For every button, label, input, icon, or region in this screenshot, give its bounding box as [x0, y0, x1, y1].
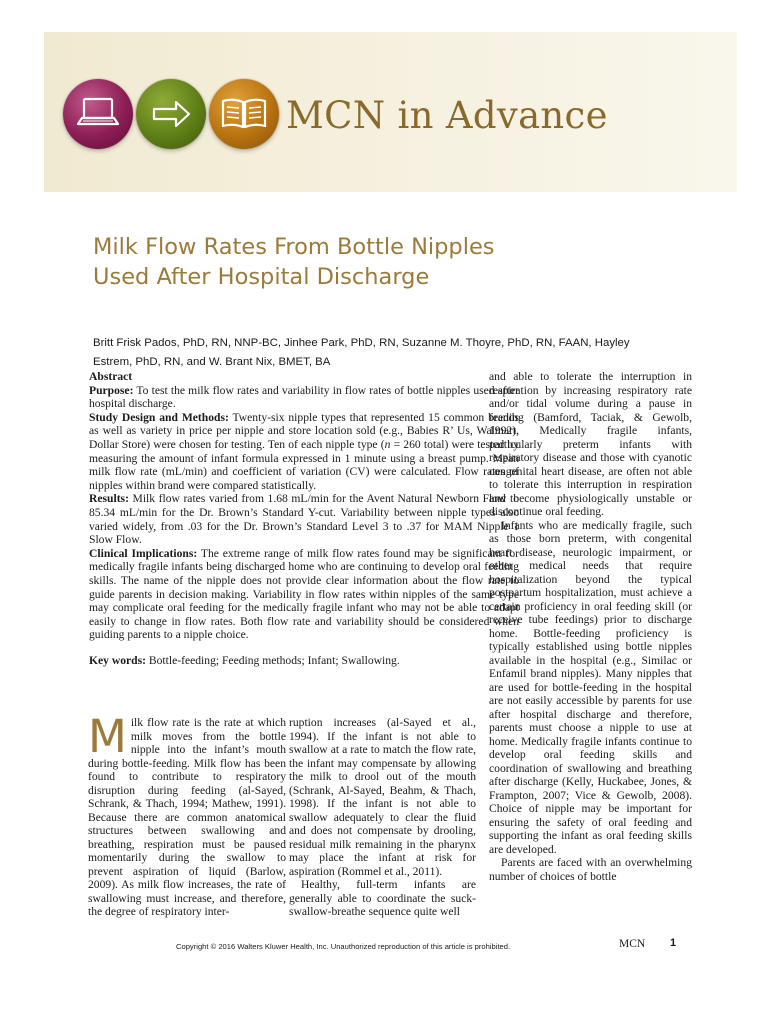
body-paragraph: Infants who are medically fragile, such as those born preterm, with congenital heart disease, neurologic impairment, or other medical needs that require hospitalization beyond the typical postpartum hospitalization, must achieve a certain proficiency in oral feeding skill (or receive tube feedings) prior to discharge home. Bottle-feeding proficiency is typically established using bottle nipples available in the hospital (e.g., Similac or Enfamil brand nipples). Many nipples that are used for bottle-feeding in the hospital are not easily accessible by parents for use after hospital discharge and therefore, parents must choose a nipple to use at home. Medically fragile infants continue to develop oral feeding skills and coordination of swallowing and breathing after discharge (Kelly, Huckabee, Jones, & Frampton, 2007; Vice & Gewolb, 2008). Choice of nipple may be important for ensuring the safety of oral feeding and supporting the infant as oral feeding skills are developed. — [489, 518, 692, 856]
copyright-notice: Copyright © 2016 Walters Kluwer Health, Inc. Unauthorized reproduction of this article is prohibited. — [176, 942, 511, 951]
abstract-purpose: Purpose: To test the milk flow rates and variability in flow rates of bottle nipples used after hospital discharge. — [89, 383, 519, 411]
body-paragraph: Parents are faced with an overwhelming number of choices of bottle — [489, 856, 692, 883]
drop-cap: M — [88, 710, 127, 763]
abstract-implications: Clinical Implications: The extreme range of milk flow rates found may be significant for medically fragile infants being discharged home who are continuing to develop oral feeding skills. The name of the nipple does not provide clear information about the flow rate to guide parents in decision making. Variability in flow rates within nipples of the same type may complicate oral feeding for the medically fragile infant who may not be able to adapt easily to change in flow rates. Both flow rate and variability should be considered when guiding parents to a nipple choice. — [89, 546, 519, 642]
laptop-icon — [63, 79, 133, 149]
body-paragraph: Healthy, full-term infants are generally able to coordinate the suck-swallow-breathe sequence quite well — [289, 878, 476, 918]
body-paragraph: Milk flow rate is the rate at which milk moves from the bottle nipple into the infant’s mouth during bottle-feeding. Milk flow has been found to contribute to respiratory disruption during feeding (al-Sayed, Schrank, & Thach, 1994; Mathew, 1991). Because there are common anatomical structures between swallowing and breathing, respiration must be paused momentarily during the swallow to prevent aspiration of liquid (Barlow, 2009). As milk flow increases, the rate of swallowing must increase, and therefore, the degree of respiratory inter- — [88, 710, 286, 918]
body-column-3 — [489, 370, 692, 883]
abstract-results: Results: Milk flow rates varied from 1.68 mL/min for the Avent Natural Newborn Flow to 85.34 mL/min for the Dr. Brown’s Standard Y-cut. Variability between nipple types also varied widely, from .03 for the Dr. Brown’s Standard Level 3 to .37 for MAM Nipple 1 Slow Flow. — [89, 492, 519, 547]
abstract-heading: Abstract — [89, 370, 133, 383]
body-paragraph: ruption increases (al-Sayed et al., 1994). If the infant is not able to swallow at a rate to match the flow rate, the infant may compensate by allowing the milk to drool out of the mouth (Schrank, Al-Sayed, Beahm, & Thach, 1998). If the infant is not able to swallow adequately to clear the fluid and does not compensate by drooling, residual milk remaining in the pharynx may place the infant at risk for aspiration (Rommel et al., 2011). — [289, 716, 476, 878]
authors-line-2: Estrem, PhD, RN, and W. Brant Nix, BMET, BA — [93, 356, 331, 368]
title-line-2: Used After Hospital Discharge — [93, 264, 430, 290]
body-column-1 — [88, 710, 286, 919]
abstract-design: Study Design and Methods: Twenty-six nipple types that represented 15 common brands as well as variety in price per nipple and store location sold (e.g., Babies R’ Us, Walmart, Dollar Store) were chosen for testing. Ten of each nipple type (n = 260 total) were tested by measuring the amount of infant formula expressed in 1 minute using a breast pump. Mean milk flow rate (mL/min) and coefficient of variation (CV) were calculated. Flow rates of nipples within brand were compared statistically. — [89, 410, 519, 492]
abstract-section — [89, 370, 519, 667]
keywords: Key words: Bottle-feeding; Feeding methods; Infant; Swallowing. — [89, 653, 400, 667]
journal-abbrev: MCN — [619, 938, 646, 950]
journal-brand: MCN in Advance — [286, 94, 608, 137]
article-title — [93, 232, 693, 292]
body-column-2 — [289, 716, 476, 919]
journal-header-band — [44, 32, 737, 192]
authors-line-1: Britt Frisk Pados, PhD, RN, NNP-BC, Jinhee Park, PhD, RN, Suzanne M. Thoyre, PhD, RN, FAAN, Hayley — [93, 337, 630, 349]
title-line-1: Milk Flow Rates From Bottle Nipples — [93, 234, 495, 260]
book-icon — [209, 79, 279, 149]
page-number: 1 — [670, 937, 677, 949]
author-list — [93, 334, 713, 372]
journal-page — [44, 32, 737, 972]
arrow-icon — [136, 79, 206, 149]
body-paragraph: and able to tolerate the interruption in respiration by increasing respiratory rate and/or tidal volume during a pause in feeding (Bamford, Taciak, & Gewolb, 1992). Medically fragile infants, particularly preterm infants with respiratory disease and those with cyanotic congenital heart disease, are often not able to tolerate this interruption in respiration and become physiologically unstable or discontinue oral feeding. — [489, 370, 692, 518]
